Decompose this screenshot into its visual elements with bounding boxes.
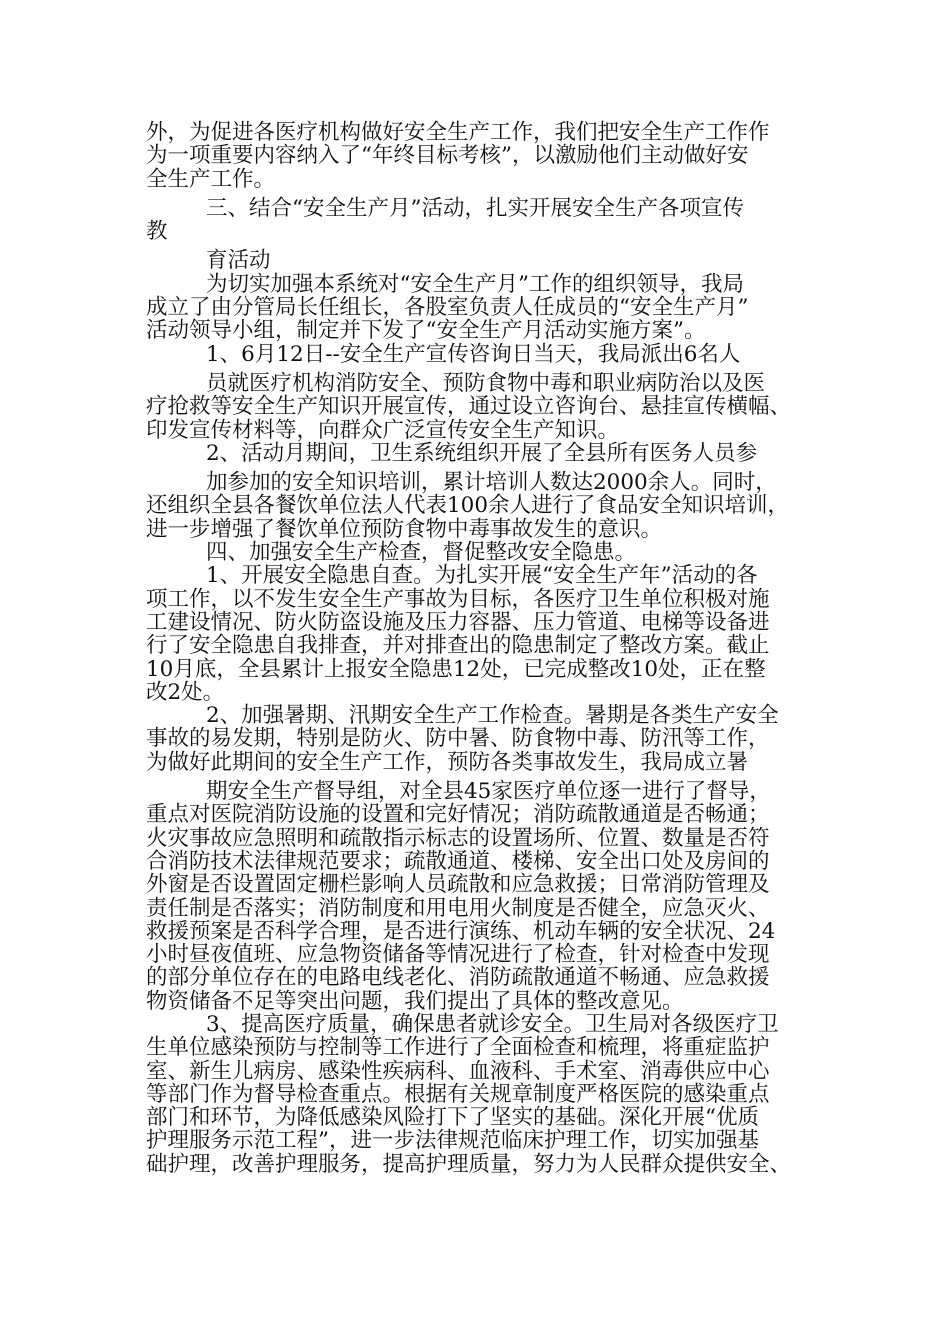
- text-line: 2、活动月期间，卫生系统组织开展了全县所有医务人员参: [206, 440, 758, 466]
- text-line: 救援预案是否科学合理，是否进行演练、机动车辆的安全状况、24: [146, 918, 776, 944]
- text-line: 员就医疗机构消防安全、预防食物中毒和职业病防治以及医: [206, 370, 766, 396]
- text-line: 育活动: [206, 248, 271, 274]
- text-line: 等部门作为督导检查重点。根据有关规章制度严格医院的感染重点: [146, 1081, 770, 1107]
- text-line: 的部分单位存在的电路电线老化、消防疏散通道不畅通、应急救援: [146, 965, 770, 991]
- text-line: 外，为促进各医疗机构做好安全生产工作，我们把安全生产工作作: [146, 120, 770, 145]
- text-line: 生单位感染预防与控制等工作进行了全面检查和梳理，将重症监护: [146, 1035, 770, 1061]
- text-line: 还组织全县各餐饮单位法人代表100余人进行了食品安全知识培训，: [146, 493, 790, 519]
- text-line: 教: [146, 219, 168, 245]
- text-line: 印发宣传材料等，向群众广泛宣传安全生产知识。: [146, 417, 620, 443]
- text-line: 加参加的安全知识培训，累计培训人数达2000余人。同时，: [206, 470, 777, 496]
- text-line: 护理服务示范工程”，进一步法律规范临床护理工作，切实加强基: [146, 1128, 759, 1154]
- text-line: 成立了由分管局长任组长，各股室负责人任成员的“安全生产月”: [146, 295, 749, 321]
- text-line: 全生产工作。: [146, 166, 276, 192]
- document-body: [146, 121, 818, 1176]
- text-line: 项工作，以不发生安全生产事故为目标，各医疗卫生单位积极对施: [146, 586, 770, 612]
- text-line: 小时昼夜值班、应急物资储备等情况进行了检查，针对检查中发现: [146, 942, 770, 968]
- text-line: 事故的易发期，特别是防火、防中暑、防食物中毒、防汛等工作，: [146, 726, 770, 752]
- text-line: 外窗是否设置固定栅栏影响人员疏散和应急救援；日常消防管理及: [146, 872, 770, 898]
- text-line: 1、开展安全隐患自查。为扎实开展“安全生产年”活动的各: [206, 563, 758, 589]
- text-line: 室、新生儿病房、感染性疾病科、血液科、手术室、消毒供应中心: [146, 1058, 770, 1084]
- text-line: 三、结合“安全生产月”活动，扎实开展安全生产各项宣传: [206, 195, 744, 221]
- text-line: 四、加强安全生产检查，督促整改安全隐患。: [206, 540, 637, 566]
- text-line: 工建设情况、防火防盗设施及压力容器、压力管道、电梯等设备进: [146, 609, 770, 635]
- text-line: 火灾事故应急照明和疏散指示标志的设置场所、位置、数量是否符: [146, 825, 770, 851]
- text-line: 10月底，全县累计上报安全隐患12处，已完成整改10处，正在整: [146, 656, 766, 682]
- text-line: 行了安全隐患自我排查，并对排查出的隐患制定了整改方案。截止: [146, 633, 770, 659]
- text-line: 为一项重要内容纳入了“年终目标考核”，以激励他们主动做好安: [146, 143, 749, 169]
- text-line: 物资储备不足等突出问题，我们提出了具体的整改意见。: [146, 988, 684, 1014]
- text-line: 重点对医院消防设施的设置和完好情况；消防疏散通道是否畅通；: [146, 802, 770, 828]
- text-line: 期安全生产督导组，对全县45家医疗单位逐一进行了督导，: [206, 779, 771, 805]
- text-line: 合消防技术法律规范要求；疏散通道、楼梯、安全出口处及房间的: [146, 848, 770, 874]
- text-line: 活动领导小组，制定并下发了“安全生产月活动实施方案”。: [146, 318, 706, 344]
- text-line: 2、加强暑期、汛期安全生产工作检查。暑期是各类生产安全: [206, 703, 779, 729]
- text-line: 1、6月12日--安全生产宣传咨询日当天，我局派出6名人: [206, 341, 741, 367]
- text-line: 进一步增强了餐饮单位预防食物中毒事故发生的意识。: [146, 516, 663, 542]
- text-line: 改2处。: [146, 679, 225, 705]
- text-line: 责任制是否落实；消防制度和用电用火制度是否健全，应急灭火、: [146, 895, 770, 921]
- text-line: 为做好此期间的安全生产工作，预防各类事故发生，我局成立暑: [146, 749, 749, 775]
- text-line: 础护理，改善护理服务，提高护理质量，努力为人民群众提供安全、: [146, 1151, 792, 1177]
- text-line: 疗抢救等安全生产知识开展宣传，通过设立咨询台、悬挂宣传横幅、: [146, 394, 792, 420]
- text-line: 为切实加强本系统对“安全生产月”工作的组织领导，我局: [206, 271, 744, 297]
- text-line: 3、提高医疗质量，确保患者就诊安全。卫生局对各级医疗卫: [206, 1011, 779, 1037]
- text-line: 部门和环节，为降低感染风险打下了坚实的基础。深化开展“优质: [146, 1105, 759, 1131]
